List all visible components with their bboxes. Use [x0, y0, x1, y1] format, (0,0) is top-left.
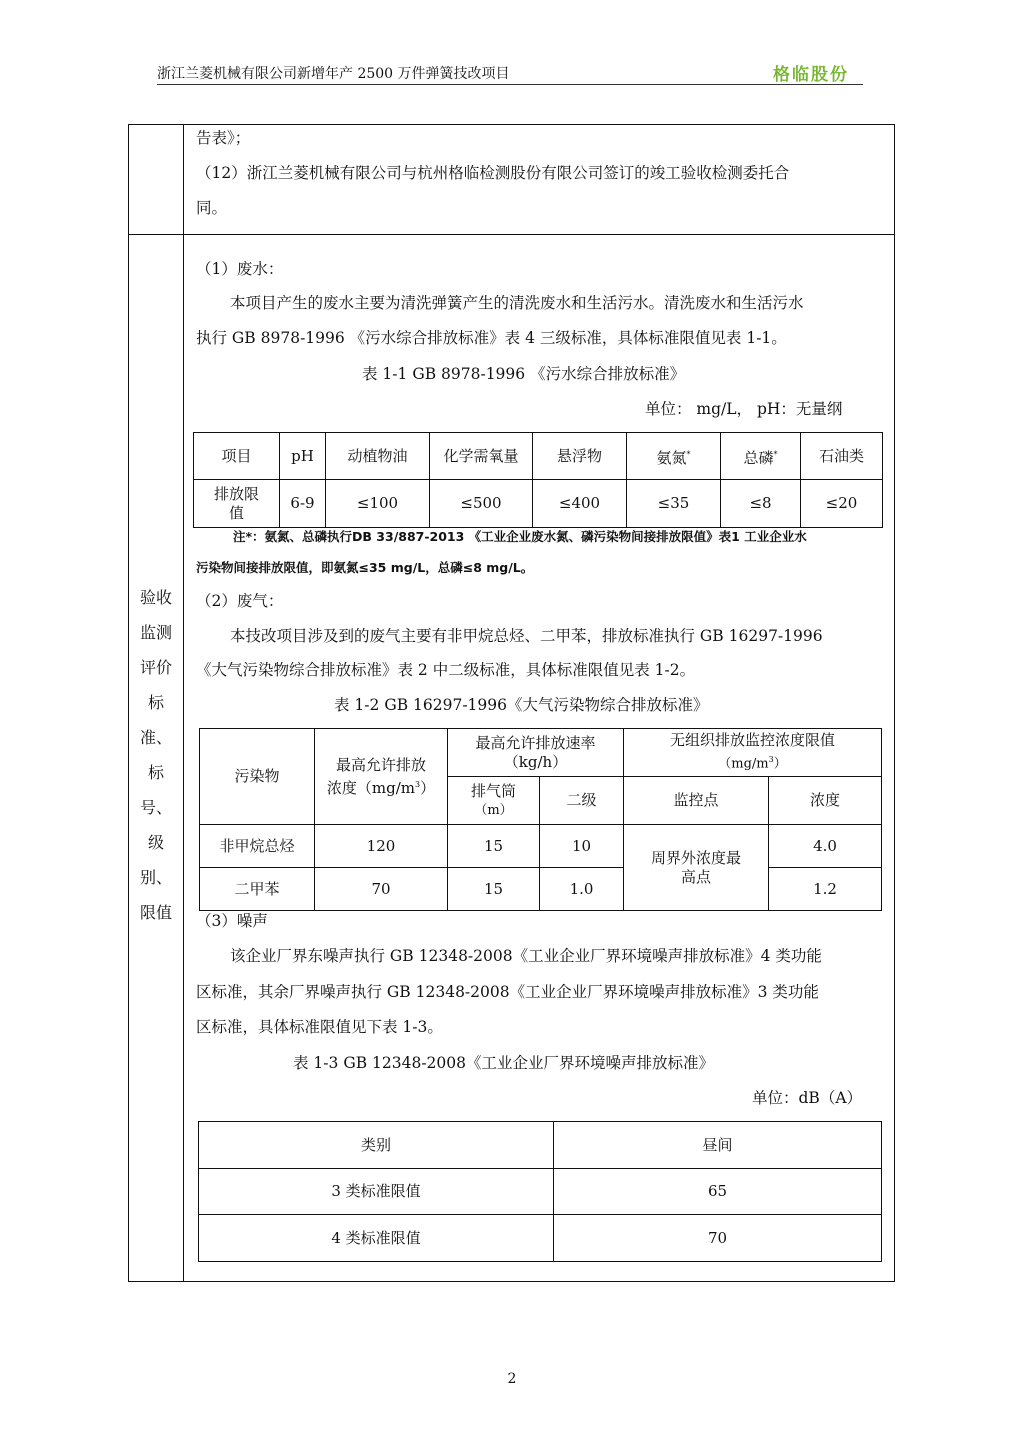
left-label-3: 标: [147, 693, 164, 712]
table-cell: 120: [315, 825, 448, 868]
table-cell: [624, 825, 769, 911]
footnote-mark: *: [686, 449, 691, 459]
noise-paragraph-2: 区标准，其余厂界噪声执行 GB 12348-2008《工业企业厂界环境噪声排放标准》3 类功能: [196, 983, 819, 1001]
row-label-cell: [194, 480, 280, 528]
header-cell: 污染物: [200, 729, 315, 825]
page-number: 2: [507, 1371, 517, 1387]
left-label-7: 级: [147, 833, 164, 852]
header-cell: 项目: [194, 433, 280, 480]
table-cell: 1.2: [769, 868, 882, 911]
header-cell: [430, 433, 533, 480]
table-cell: 4.0: [769, 825, 882, 868]
header-text: 化学需氧量: [443, 446, 519, 465]
table-1-3-caption: 表 1-3 GB 12348-2008《工业企业厂界环境噪声排放标准》: [293, 1054, 715, 1072]
header-text: 排气筒: [470, 781, 516, 800]
table-cell: ≤400: [533, 480, 627, 528]
wastewater-standards-table: [193, 432, 883, 528]
left-label-5: 标: [147, 763, 164, 782]
table-cell: 15: [448, 868, 540, 911]
gas-paragraph-1: 本技改项目涉及到的废气主要有非甲烷总烃、二甲苯，排放标准执行 GB 16297-1996: [230, 627, 823, 645]
table-note-line-1: 注*：氨氮、总磷执行DB 33/887-2013 《工业企业废水氮、磷污染物间接排放限值》表1 工业企业水: [233, 529, 807, 544]
table-cell: 70: [554, 1215, 882, 1262]
company-logo: 格临股份: [773, 65, 849, 85]
header-text: 最高允许排放: [335, 755, 426, 774]
header-cell: [721, 433, 801, 480]
table-cell: ≤500: [430, 480, 533, 528]
header-cell: 悬浮物: [533, 433, 627, 480]
cell-text: 周界外浓度最: [651, 848, 742, 867]
table-row: [200, 868, 882, 911]
cell-text: 高点: [681, 867, 712, 886]
left-label-4: 准、: [139, 728, 172, 747]
left-label-9: 限值: [139, 903, 172, 922]
header-cell: [448, 777, 540, 825]
reference-line-2: （12）浙江兰菱机械有限公司与杭州格临检测股份有限公司签订的竣工验收检测委托合: [196, 164, 790, 182]
header-cell: [627, 433, 721, 480]
noise-paragraph-3: 区标准，具体标准限值见下表 1-3。: [196, 1018, 443, 1036]
table-1-1-caption: 表 1-1 GB 8978-1996 《污水综合排放标准》: [362, 365, 686, 383]
air-pollutant-standards-table: [199, 728, 882, 911]
table-header-row: [194, 433, 883, 480]
reference-line-3: 同。: [196, 199, 228, 217]
table-cell: 15: [448, 825, 540, 868]
table-header-row: [199, 1122, 882, 1169]
left-label-1: 监测: [139, 623, 172, 642]
left-label-6: 号、: [139, 798, 172, 817]
table-cell: 10: [540, 825, 624, 868]
table-cell: 70: [315, 868, 448, 911]
wastewater-paragraph-1: 本项目产生的废水主要为清洗弹簧产生的清洗废水和生活污水。清洗废水和生活污水: [230, 294, 804, 312]
header-cell: 类别: [199, 1122, 554, 1169]
table-cell: 4 类标准限值: [199, 1215, 554, 1262]
header-divider: [157, 84, 863, 85]
left-label-2: 评价: [139, 658, 172, 677]
header-text: 氨氮: [656, 448, 687, 467]
header-cell: 监控点: [624, 777, 769, 825]
header-cell: [448, 729, 624, 777]
left-label-0: 验收: [139, 588, 172, 607]
reference-line-1: 告表》；: [196, 129, 251, 147]
table-cell: ≤20: [801, 480, 883, 528]
table-1-3-unit: 单位：dB（A）: [752, 1089, 863, 1107]
wastewater-heading: （1）废水：: [196, 260, 284, 278]
noise-heading: （3）噪声: [196, 912, 268, 930]
header-cell: [624, 729, 882, 777]
table-cell: 6-9: [280, 480, 326, 528]
header-cell: 浓度: [769, 777, 882, 825]
row-label: 排放限值: [213, 484, 259, 522]
header-cell: 二级: [540, 777, 624, 825]
table-1-1-unit: 单位： mg/L， pH：无量纲: [645, 400, 843, 418]
header-cell: 昼间: [554, 1122, 882, 1169]
table-cell: ≤8: [721, 480, 801, 528]
document-header-title: 浙江兰菱机械有限公司新增年产 2500 万件弹簧技改项目: [157, 66, 510, 82]
table-row: [200, 825, 882, 868]
row-divider: [128, 234, 895, 235]
header-cell: 石油类: [801, 433, 883, 480]
gas-heading: （2）废气：: [196, 592, 284, 610]
table-cell: ≤100: [326, 480, 430, 528]
table-row: [199, 1215, 882, 1262]
table-cell: ≤35: [627, 480, 721, 528]
header-cell: pH: [280, 433, 326, 480]
table-header-row: [200, 729, 882, 777]
table-cell: 二甲苯: [200, 868, 315, 911]
noise-standards-table: [198, 1121, 882, 1262]
table-cell: 65: [554, 1169, 882, 1215]
header-text: 最高允许排放速率: [475, 733, 596, 752]
header-text: 总磷: [743, 448, 774, 467]
header-text: （m）: [474, 802, 513, 818]
header-text: $(mg/m^3)$: [718, 755, 787, 772]
table-note-line-2: 污染物间接排放限值，即氨氮≤35 mg/L，总磷≤8 mg/L。: [196, 560, 534, 575]
left-label-8: 别、: [139, 868, 172, 887]
header-text: 浓度$(mg/m^3)$: [326, 778, 436, 797]
table-cell: 1.0: [540, 868, 624, 911]
table-row: [194, 480, 883, 528]
gas-paragraph-2: 《大气污染物综合排放标准》表 2 中二级标准，具体标准限值见表 1-2。: [196, 661, 696, 679]
table-row: [199, 1169, 882, 1215]
header-text: （kg/h）: [503, 752, 568, 771]
table-1-2-caption: 表 1-2 GB 16297-1996《大气污染物综合排放标准》: [334, 696, 709, 714]
wastewater-paragraph-2: 执行 GB 8978-1996 《污水综合排放标准》表 4 三级标准，具体标准限值见表 1-1。: [196, 329, 787, 347]
header-text: 无组织排放监控浓度限值: [670, 731, 836, 750]
column-divider: [183, 124, 184, 1282]
header-cell: 动植物油: [326, 433, 430, 480]
table-cell: 非甲烷总烃: [200, 825, 315, 868]
noise-paragraph-1: 该企业厂界东噪声执行 GB 12348-2008《工业企业厂界环境噪声排放标准》4 类功能: [230, 947, 822, 965]
footnote-mark: *: [773, 449, 778, 459]
table-cell: 3 类标准限值: [199, 1169, 554, 1215]
header-cell: [315, 729, 448, 825]
